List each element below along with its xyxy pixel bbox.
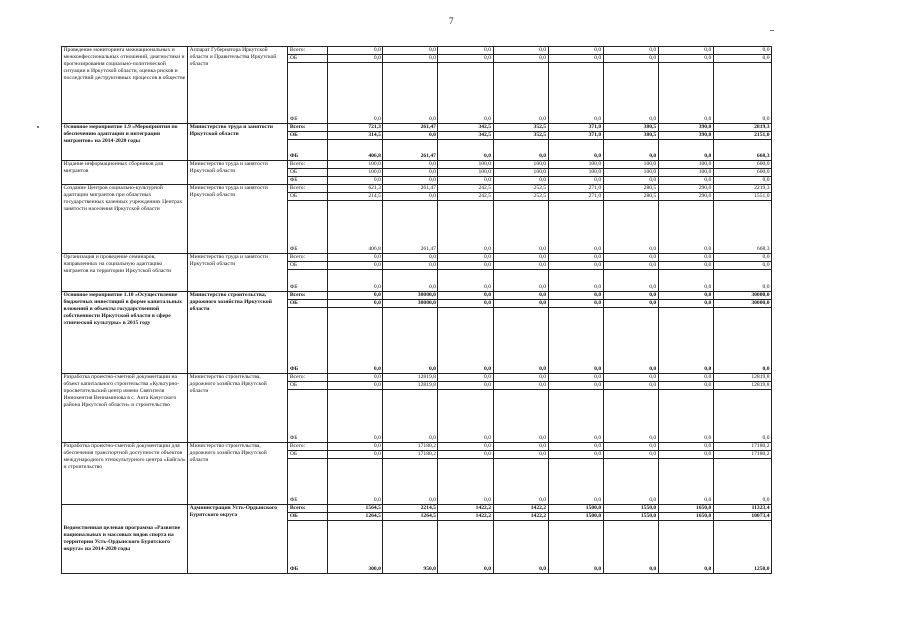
- year-value-cell: 0,0: [603, 521, 658, 574]
- total-value-cell: 0,0: [713, 47, 771, 55]
- year-value-cell: 261,47: [383, 185, 438, 193]
- total-value-cell: 0,0: [713, 262, 771, 270]
- total-value-cell: 0,0: [713, 177, 771, 185]
- year-value-cell: 0,0: [438, 140, 493, 161]
- year-value-cell: 0,0: [548, 270, 603, 292]
- year-value-cell: 300,0: [328, 521, 383, 574]
- year-value-cell: 0,0: [438, 382, 493, 390]
- funding-source-cell: ФБ: [288, 201, 328, 254]
- year-value-cell: 0,0: [328, 47, 383, 55]
- year-value-cell: 0,0: [438, 201, 493, 254]
- year-value-cell: 290,0: [658, 193, 713, 201]
- total-value-cell: 12819,8: [713, 374, 771, 382]
- year-value-cell: 2214,5: [383, 505, 438, 513]
- year-value-cell: 0,0: [383, 161, 438, 169]
- year-value-cell: 0,0: [383, 63, 438, 124]
- funding-source-cell: ОБ: [288, 513, 328, 521]
- year-value-cell: 352,5: [493, 124, 548, 132]
- total-value-cell: 0,0: [713, 390, 771, 443]
- year-value-cell: 0,0: [493, 308, 548, 374]
- year-value-cell: 1650,0: [658, 505, 713, 513]
- year-value-cell: 0,0: [658, 300, 713, 308]
- total-value-cell: 30000,0: [713, 300, 771, 308]
- total-value-cell: 1551,0: [713, 193, 771, 201]
- year-value-cell: 0,0: [658, 521, 713, 574]
- program-name-cell: Основное мероприятие 1.10 «Осуществление бюджетных инвестиций в форме капитальных вложений в объекты государственной собственности Иркутской области в сфере этнической культуры» в 2015 году: [62, 292, 188, 374]
- year-value-cell: 0,0: [658, 177, 713, 185]
- funding-source-cell: ОБ: [288, 193, 328, 201]
- year-value-cell: 0,0: [603, 382, 658, 390]
- year-value-cell: 390,0: [658, 124, 713, 132]
- year-value-cell: 0,0: [548, 262, 603, 270]
- year-value-cell: 1422,2: [438, 513, 493, 521]
- year-value-cell: 0,0: [658, 382, 713, 390]
- year-value-cell: 0,0: [548, 254, 603, 262]
- year-value-cell: 0,0: [548, 308, 603, 374]
- year-value-cell: 0,0: [438, 390, 493, 443]
- executor-cell: Министерство труда и занятости Иркутской области: [188, 254, 288, 292]
- budget-table: [61, 46, 772, 574]
- year-value-cell: 0,0: [548, 390, 603, 443]
- year-value-cell: 0,0: [328, 254, 383, 262]
- program-name-cell: Ведомственная целевая программа «Развитие национальных и массовых видов спорта на территории Усть-Ордынского Бурятского округа» на 2014-2020 годы: [62, 505, 188, 574]
- program-name-cell: Разработка проектно-сметной документации для обеспечения транспортной доступности объектов международного этнокультурного центра «Байгал» и строительство: [62, 443, 188, 505]
- year-value-cell: 0,0: [548, 451, 603, 459]
- funding-source-cell: ОБ: [288, 132, 328, 140]
- year-value-cell: 0,0: [548, 443, 603, 451]
- year-value-cell: 0,0: [603, 300, 658, 308]
- year-value-cell: 1550,0: [603, 513, 658, 521]
- year-value-cell: 1500,0: [548, 505, 603, 513]
- year-value-cell: 252,5: [493, 193, 548, 201]
- year-value-cell: 0,0: [438, 270, 493, 292]
- year-value-cell: 0,0: [328, 459, 383, 505]
- total-value-cell: 600,0: [713, 169, 771, 177]
- total-value-cell: 0,0: [713, 55, 771, 63]
- year-value-cell: 0,0: [383, 308, 438, 374]
- funding-source-cell: ОБ: [288, 382, 328, 390]
- year-value-cell: 17180,2: [383, 451, 438, 459]
- program-name-cell: Проведение мониторинга межнациональных и межконфессиональных отношений, диагностики и прогнозирования социально-политической ситуации в Иркутской области, оценка рисков и последствий деструктивных процессов в обществе: [62, 47, 188, 124]
- year-value-cell: 0,0: [548, 521, 603, 574]
- program-name-cell: Основное мероприятие 1.9 «Мероприятия по обеспечению адаптации и интеграции мигрантов» на 2014-2020 годы: [62, 124, 188, 161]
- total-value-cell: 0,0: [713, 270, 771, 292]
- year-value-cell: 100,0: [328, 169, 383, 177]
- program-name-cell: Организация и проведение семинаров, направленных на социальную адаптацию мигрантов на территории Иркутской области: [62, 254, 188, 292]
- year-value-cell: 0,0: [493, 292, 548, 300]
- table-row: [62, 443, 772, 451]
- year-value-cell: 0,0: [328, 443, 383, 451]
- year-value-cell: 0,0: [328, 292, 383, 300]
- year-value-cell: 1422,2: [493, 513, 548, 521]
- year-value-cell: 0,0: [548, 292, 603, 300]
- year-value-cell: 950,0: [383, 521, 438, 574]
- funding-source-cell: ФБ: [288, 177, 328, 185]
- total-value-cell: 17180,2: [713, 451, 771, 459]
- year-value-cell: 0,0: [328, 374, 383, 382]
- year-value-cell: 0,0: [438, 521, 493, 574]
- year-value-cell: 0,0: [328, 382, 383, 390]
- year-value-cell: 261,47: [383, 140, 438, 161]
- year-value-cell: 0,0: [603, 390, 658, 443]
- total-value-cell: 30000,0: [713, 292, 771, 300]
- funding-source-cell: ФБ: [288, 521, 328, 574]
- funding-source-cell: ОБ: [288, 300, 328, 308]
- year-value-cell: 0,0: [493, 521, 548, 574]
- year-value-cell: 0,0: [548, 459, 603, 505]
- year-value-cell: 0,0: [383, 262, 438, 270]
- table-row: [62, 185, 772, 193]
- year-value-cell: 371,0: [548, 124, 603, 132]
- funding-source-cell: ФБ: [288, 308, 328, 374]
- funding-source-cell: ФБ: [288, 140, 328, 161]
- year-value-cell: 0,0: [493, 63, 548, 124]
- year-value-cell: 1422,2: [438, 505, 493, 513]
- year-value-cell: 0,0: [603, 443, 658, 451]
- year-value-cell: 0,0: [493, 47, 548, 55]
- year-value-cell: 0,0: [328, 262, 383, 270]
- year-value-cell: 721,3: [328, 124, 383, 132]
- year-value-cell: 0,0: [603, 308, 658, 374]
- executor-cell: Министерство труда и занятости Иркутской области: [188, 124, 288, 161]
- executor-cell: Администрация Усть-Ордынского Бурятского округа: [188, 505, 288, 574]
- table-row: [62, 505, 772, 513]
- total-value-cell: 0,0: [713, 459, 771, 505]
- table-row: [62, 47, 772, 55]
- table-row: [62, 374, 772, 382]
- program-name-cell: Разработка проектно-сметной документации на объект капитального строительства «Культурно-просветительский центр имени Святителя Иннокентия Вениаминова в с. Анга Качугского района Иркутской области» и строительство: [62, 374, 188, 443]
- year-value-cell: 0,0: [493, 254, 548, 262]
- year-value-cell: 0,0: [493, 300, 548, 308]
- year-value-cell: 0,0: [548, 300, 603, 308]
- year-value-cell: 0,0: [603, 451, 658, 459]
- year-value-cell: 0,0: [603, 140, 658, 161]
- year-value-cell: 100,0: [548, 169, 603, 177]
- year-value-cell: 1650,0: [658, 513, 713, 521]
- year-value-cell: 0,0: [438, 459, 493, 505]
- year-value-cell: 390,0: [658, 132, 713, 140]
- funding-source-cell: Всего:: [288, 124, 328, 132]
- year-value-cell: 0,0: [493, 262, 548, 270]
- funding-source-cell: ФБ: [288, 390, 328, 443]
- funding-source-cell: Всего:: [288, 47, 328, 55]
- executor-cell: Министерство строительства, дорожного хозяйства Иркутской области: [188, 292, 288, 374]
- year-value-cell: 100,0: [328, 161, 383, 169]
- year-value-cell: 1422,2: [493, 505, 548, 513]
- year-value-cell: 0,0: [383, 193, 438, 201]
- year-value-cell: 242,5: [438, 185, 493, 193]
- year-value-cell: 0,0: [603, 63, 658, 124]
- year-value-cell: 0,0: [548, 55, 603, 63]
- page-number: 7: [449, 16, 454, 26]
- executor-cell: Аппарат Губернатора Иркутской области и Правительства Иркутской области: [188, 47, 288, 124]
- year-value-cell: 214,5: [328, 193, 383, 201]
- year-value-cell: 1500,0: [548, 513, 603, 521]
- year-value-cell: 0,0: [548, 47, 603, 55]
- year-value-cell: 100,0: [493, 161, 548, 169]
- year-value-cell: 100,0: [658, 161, 713, 169]
- year-value-cell: 342,5: [438, 124, 493, 132]
- year-value-cell: 0,0: [383, 459, 438, 505]
- total-value-cell: 2819,3: [713, 124, 771, 132]
- year-value-cell: 0,0: [603, 262, 658, 270]
- year-value-cell: 0,0: [438, 300, 493, 308]
- year-value-cell: 0,0: [438, 451, 493, 459]
- year-value-cell: 314,5: [328, 132, 383, 140]
- year-value-cell: 12819,8: [383, 374, 438, 382]
- year-value-cell: 0,0: [658, 55, 713, 63]
- year-value-cell: 0,0: [658, 63, 713, 124]
- year-value-cell: 0,0: [658, 270, 713, 292]
- year-value-cell: 261,47: [383, 201, 438, 254]
- year-value-cell: 0,0: [438, 254, 493, 262]
- year-value-cell: 271,0: [548, 185, 603, 193]
- year-value-cell: 100,0: [438, 161, 493, 169]
- year-value-cell: 371,0: [548, 132, 603, 140]
- year-value-cell: 0,0: [548, 177, 603, 185]
- year-value-cell: 290,0: [658, 185, 713, 193]
- year-value-cell: 1264,5: [383, 513, 438, 521]
- year-value-cell: 0,0: [603, 201, 658, 254]
- year-value-cell: 0,0: [493, 270, 548, 292]
- year-value-cell: 100,0: [658, 169, 713, 177]
- total-value-cell: 12819,8: [713, 382, 771, 390]
- funding-source-cell: ФБ: [288, 459, 328, 505]
- executor-cell: Министерство строительства, дорожного хозяйства Иркутской области: [188, 374, 288, 443]
- total-value-cell: 17180,2: [713, 443, 771, 451]
- scan-dot: [37, 126, 39, 128]
- year-value-cell: 0,0: [328, 300, 383, 308]
- year-value-cell: 261,47: [383, 124, 438, 132]
- funding-source-cell: Всего:: [288, 185, 328, 193]
- funding-source-cell: ОБ: [288, 169, 328, 177]
- year-value-cell: 0,0: [438, 55, 493, 63]
- year-value-cell: 0,0: [658, 140, 713, 161]
- year-value-cell: 0,0: [658, 374, 713, 382]
- total-value-cell: 11323,4: [713, 505, 771, 513]
- year-value-cell: 342,5: [438, 132, 493, 140]
- table-row: [62, 292, 772, 300]
- year-value-cell: 0,0: [658, 308, 713, 374]
- funding-source-cell: ОБ: [288, 451, 328, 459]
- table-row: [62, 124, 772, 132]
- year-value-cell: 0,0: [493, 140, 548, 161]
- year-value-cell: 352,5: [493, 132, 548, 140]
- year-value-cell: 0,0: [603, 270, 658, 292]
- year-value-cell: 0,0: [328, 270, 383, 292]
- total-value-cell: 1250,0: [713, 521, 771, 574]
- year-value-cell: 0,0: [493, 443, 548, 451]
- table-row: [62, 161, 772, 169]
- year-value-cell: 0,0: [603, 177, 658, 185]
- year-value-cell: 0,0: [328, 63, 383, 124]
- year-value-cell: 0,0: [603, 47, 658, 55]
- year-value-cell: 0,0: [383, 254, 438, 262]
- year-value-cell: 0,0: [658, 201, 713, 254]
- year-value-cell: 252,5: [493, 185, 548, 193]
- year-value-cell: 0,0: [328, 177, 383, 185]
- year-value-cell: 1564,5: [328, 505, 383, 513]
- year-value-cell: 0,0: [548, 374, 603, 382]
- year-value-cell: 0,0: [658, 47, 713, 55]
- year-value-cell: 271,0: [548, 193, 603, 201]
- year-value-cell: 0,0: [658, 443, 713, 451]
- year-value-cell: 0,0: [438, 374, 493, 382]
- budget-table-body: [62, 47, 772, 574]
- year-value-cell: 0,0: [658, 390, 713, 443]
- year-value-cell: 380,5: [603, 124, 658, 132]
- funding-source-cell: ОБ: [288, 262, 328, 270]
- year-value-cell: 100,0: [438, 169, 493, 177]
- year-value-cell: 0,0: [658, 459, 713, 505]
- year-value-cell: 0,0: [493, 390, 548, 443]
- year-value-cell: 0,0: [438, 292, 493, 300]
- year-value-cell: 621,3: [328, 185, 383, 193]
- total-value-cell: 668,3: [713, 140, 771, 161]
- year-value-cell: 0,0: [548, 63, 603, 124]
- year-value-cell: 0,0: [328, 308, 383, 374]
- total-value-cell: 0,0: [713, 308, 771, 374]
- year-value-cell: 0,0: [493, 55, 548, 63]
- year-value-cell: 0,0: [658, 451, 713, 459]
- year-value-cell: 380,5: [603, 132, 658, 140]
- year-value-cell: 406,8: [328, 140, 383, 161]
- total-value-cell: 2219,3: [713, 185, 771, 193]
- year-value-cell: 100,0: [603, 161, 658, 169]
- year-value-cell: 0,0: [383, 177, 438, 185]
- funding-source-cell: ФБ: [288, 270, 328, 292]
- funding-source-cell: Всего:: [288, 292, 328, 300]
- year-value-cell: 1264,5: [328, 513, 383, 521]
- year-value-cell: 0,0: [438, 308, 493, 374]
- executor-cell: Министерство строительства, дорожного хозяйства Иркутской области: [188, 443, 288, 505]
- year-value-cell: 0,0: [658, 292, 713, 300]
- year-value-cell: 0,0: [328, 55, 383, 63]
- year-value-cell: 30000,0: [383, 292, 438, 300]
- funding-source-cell: ОБ: [288, 55, 328, 63]
- year-value-cell: 0,0: [548, 382, 603, 390]
- total-value-cell: 2151,0: [713, 132, 771, 140]
- table-row: [62, 254, 772, 262]
- year-value-cell: 0,0: [493, 451, 548, 459]
- year-value-cell: 0,0: [383, 47, 438, 55]
- executor-cell: Министерство труда и занятости Иркутской области: [188, 161, 288, 185]
- year-value-cell: 406,8: [328, 201, 383, 254]
- year-value-cell: 242,5: [438, 193, 493, 201]
- year-value-cell: 0,0: [383, 270, 438, 292]
- year-value-cell: 280,5: [603, 185, 658, 193]
- year-value-cell: 0,0: [603, 254, 658, 262]
- year-value-cell: 0,0: [658, 254, 713, 262]
- year-value-cell: 0,0: [383, 55, 438, 63]
- program-name-cell: Создание Центров социально-культурной адаптации мигрантов при областных государственных казенных учреждениях Центрах занятости населения Иркутской области: [62, 185, 188, 254]
- year-value-cell: 0,0: [438, 63, 493, 124]
- year-value-cell: 0,0: [493, 459, 548, 505]
- funding-source-cell: Всего:: [288, 254, 328, 262]
- year-value-cell: 0,0: [493, 201, 548, 254]
- year-value-cell: 0,0: [383, 169, 438, 177]
- year-value-cell: 100,0: [493, 169, 548, 177]
- year-value-cell: 1550,0: [603, 505, 658, 513]
- year-value-cell: 0,0: [383, 132, 438, 140]
- year-value-cell: 0,0: [548, 140, 603, 161]
- total-value-cell: 0,0: [713, 254, 771, 262]
- year-value-cell: 17180,2: [383, 443, 438, 451]
- year-value-cell: 0,0: [438, 262, 493, 270]
- total-value-cell: 10073,4: [713, 513, 771, 521]
- funding-source-cell: ФБ: [288, 63, 328, 124]
- year-value-cell: 0,0: [493, 177, 548, 185]
- funding-source-cell: Всего:: [288, 161, 328, 169]
- total-value-cell: 0,0: [713, 63, 771, 124]
- year-value-cell: 0,0: [438, 47, 493, 55]
- year-value-cell: 0,0: [603, 292, 658, 300]
- year-value-cell: 0,0: [658, 262, 713, 270]
- year-value-cell: 0,0: [493, 374, 548, 382]
- executor-cell: Министерство труда и занятости Иркутской области: [188, 185, 288, 254]
- year-value-cell: 100,0: [603, 169, 658, 177]
- year-value-cell: 30000,0: [383, 300, 438, 308]
- year-value-cell: 100,0: [548, 161, 603, 169]
- year-value-cell: 0,0: [548, 201, 603, 254]
- funding-source-cell: Всего:: [288, 505, 328, 513]
- program-name-cell: Издание информационных сборников для мигрантов: [62, 161, 188, 185]
- year-value-cell: 0,0: [493, 382, 548, 390]
- year-value-cell: 12819,8: [383, 382, 438, 390]
- year-value-cell: 0,0: [438, 443, 493, 451]
- year-value-cell: 280,5: [603, 193, 658, 201]
- funding-source-cell: Всего:: [288, 443, 328, 451]
- year-value-cell: 0,0: [603, 374, 658, 382]
- funding-source-cell: Всего:: [288, 374, 328, 382]
- total-value-cell: 668,3: [713, 201, 771, 254]
- scan-dot: [770, 30, 774, 31]
- year-value-cell: 0,0: [328, 451, 383, 459]
- year-value-cell: 0,0: [383, 390, 438, 443]
- year-value-cell: 0,0: [438, 177, 493, 185]
- year-value-cell: 0,0: [328, 390, 383, 443]
- year-value-cell: 0,0: [603, 55, 658, 63]
- year-value-cell: 0,0: [603, 459, 658, 505]
- total-value-cell: 600,0: [713, 161, 771, 169]
